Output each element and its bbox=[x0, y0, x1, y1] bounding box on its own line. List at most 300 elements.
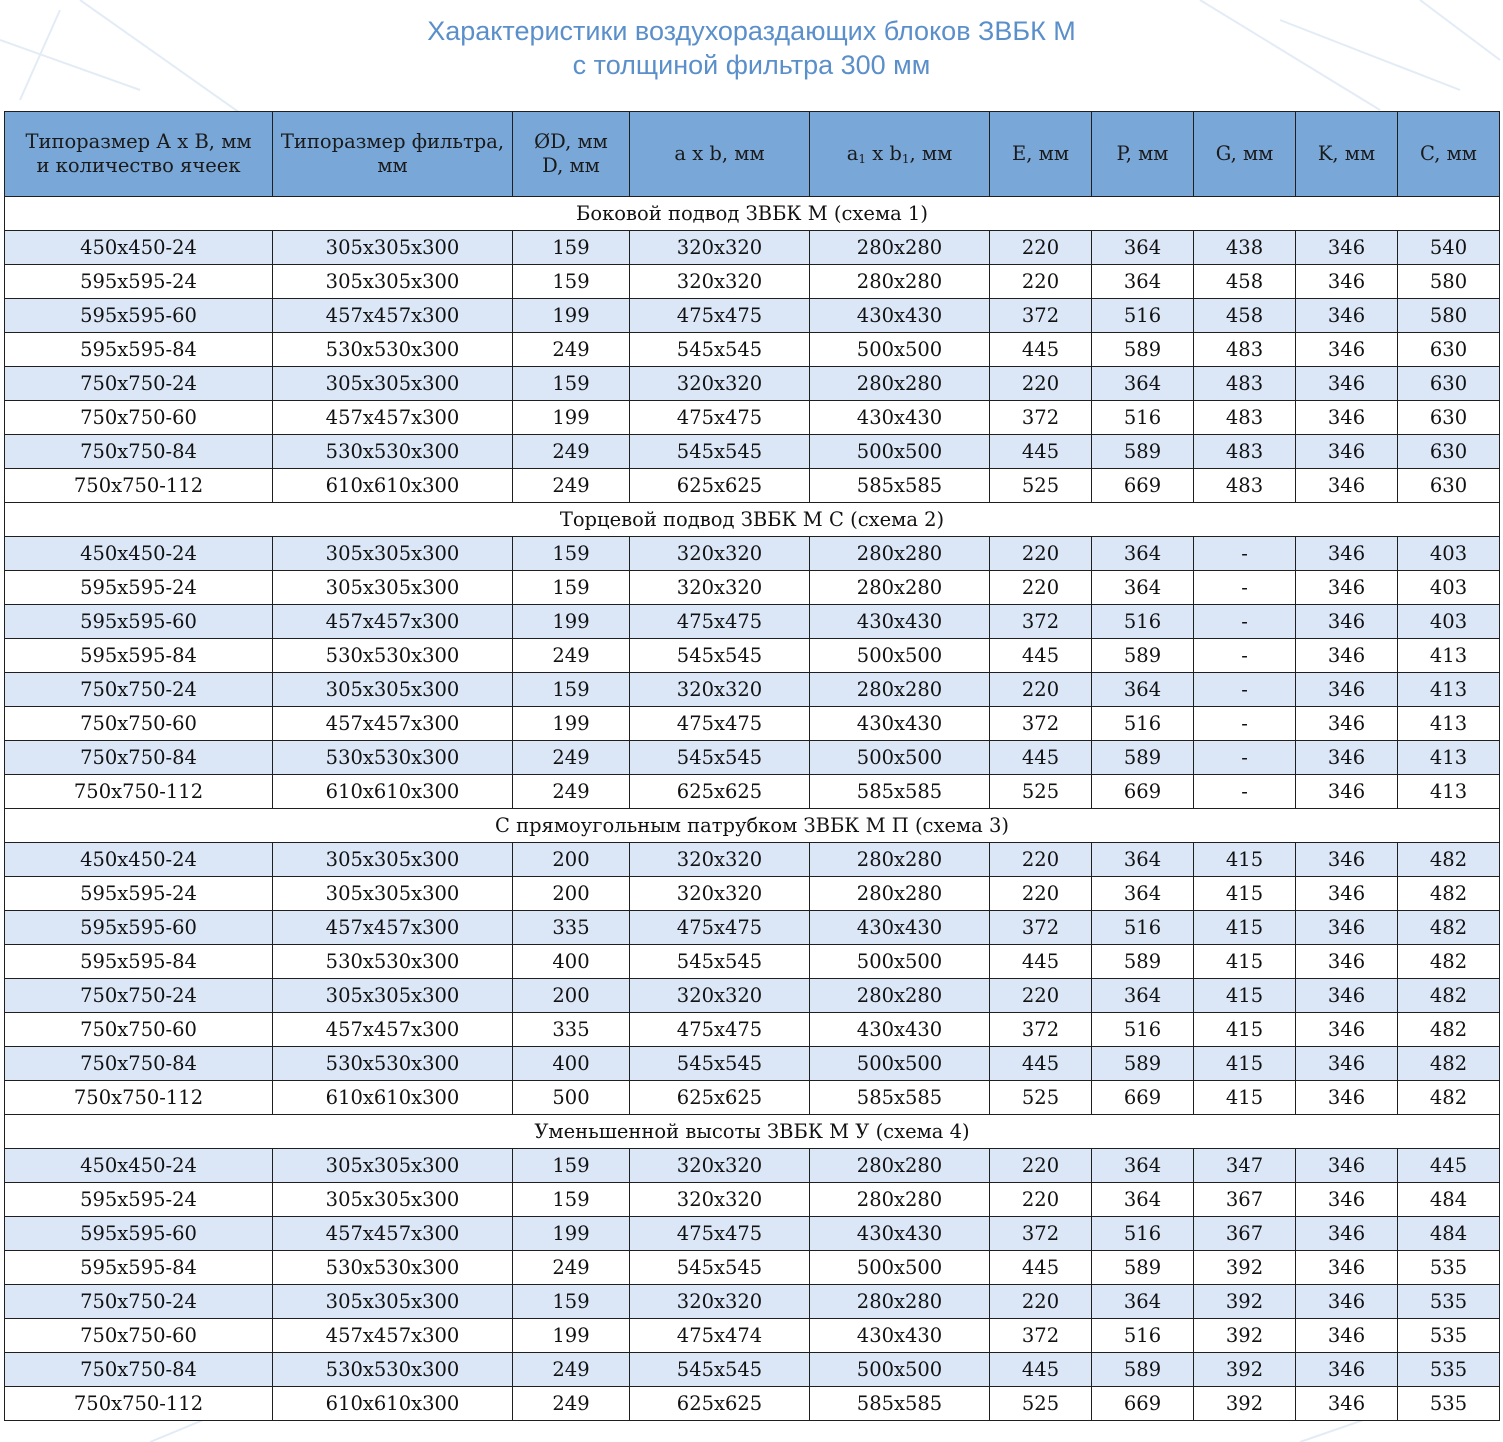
table-cell: 445 bbox=[990, 741, 1092, 775]
table-cell: 625x625 bbox=[630, 469, 810, 503]
table-cell: 367 bbox=[1194, 1183, 1296, 1217]
table-cell: 220 bbox=[990, 1183, 1092, 1217]
header-k: K, мм bbox=[1296, 112, 1398, 197]
table-cell: 475x475 bbox=[630, 911, 810, 945]
table-row bbox=[5, 979, 1500, 1013]
table-cell: 750x750-112 bbox=[5, 775, 273, 809]
table-cell: 346 bbox=[1296, 1183, 1398, 1217]
table-cell: 403 bbox=[1398, 571, 1500, 605]
table-cell: 364 bbox=[1092, 843, 1194, 877]
table-cell: - bbox=[1194, 571, 1296, 605]
table-cell: 445 bbox=[990, 435, 1092, 469]
table-cell: 346 bbox=[1296, 1149, 1398, 1183]
table-cell: 346 bbox=[1296, 673, 1398, 707]
table-cell: 305x305x300 bbox=[273, 571, 513, 605]
section-title: Уменьшенной высоты ЗВБК М У (схема 4) bbox=[5, 1115, 1500, 1149]
table-cell: 457x457x300 bbox=[273, 1319, 513, 1353]
table-cell: 220 bbox=[990, 1285, 1092, 1319]
table-row bbox=[5, 673, 1500, 707]
table-cell: 403 bbox=[1398, 537, 1500, 571]
table-cell: 346 bbox=[1296, 1217, 1398, 1251]
table-cell: 305x305x300 bbox=[273, 877, 513, 911]
table-cell: 249 bbox=[513, 469, 630, 503]
table-cell: - bbox=[1194, 673, 1296, 707]
table-cell: 585x585 bbox=[810, 469, 990, 503]
table-cell: 367 bbox=[1194, 1217, 1296, 1251]
table-row bbox=[5, 1183, 1500, 1217]
header-c: C, мм bbox=[1398, 112, 1500, 197]
table-cell: 580 bbox=[1398, 299, 1500, 333]
table-cell: 750x750-84 bbox=[5, 435, 273, 469]
table-cell: 475x475 bbox=[630, 1013, 810, 1047]
table-cell: 585x585 bbox=[810, 1081, 990, 1115]
table-row bbox=[5, 1217, 1500, 1251]
table-cell: 220 bbox=[990, 537, 1092, 571]
table-cell: 482 bbox=[1398, 911, 1500, 945]
table-cell: 320x320 bbox=[630, 877, 810, 911]
table-cell: 415 bbox=[1194, 843, 1296, 877]
table-cell: 535 bbox=[1398, 1319, 1500, 1353]
table-cell: 475x475 bbox=[630, 299, 810, 333]
table-cell: 346 bbox=[1296, 571, 1398, 605]
table-cell: 750x750-112 bbox=[5, 1387, 273, 1421]
table-cell: 199 bbox=[513, 707, 630, 741]
table-row bbox=[5, 1047, 1500, 1081]
table-cell: 372 bbox=[990, 707, 1092, 741]
table-cell: 346 bbox=[1296, 231, 1398, 265]
table-cell: 364 bbox=[1092, 1183, 1194, 1217]
table-cell: 346 bbox=[1296, 537, 1398, 571]
table-cell: 589 bbox=[1092, 1353, 1194, 1387]
table-cell: 280x280 bbox=[810, 1183, 990, 1217]
table-cell: 595x595-84 bbox=[5, 333, 273, 367]
table-cell: 220 bbox=[990, 231, 1092, 265]
table-cell: 372 bbox=[990, 401, 1092, 435]
table-row bbox=[5, 1319, 1500, 1353]
table-cell: 249 bbox=[513, 775, 630, 809]
table-cell: 346 bbox=[1296, 979, 1398, 1013]
table-cell: 630 bbox=[1398, 401, 1500, 435]
table-cell: 750x750-24 bbox=[5, 673, 273, 707]
table-cell: 516 bbox=[1092, 401, 1194, 435]
table-cell: 530x530x300 bbox=[273, 435, 513, 469]
table-cell: 346 bbox=[1296, 775, 1398, 809]
table-cell: 445 bbox=[990, 1047, 1092, 1081]
table-cell: 249 bbox=[513, 333, 630, 367]
table-cell: 750x750-60 bbox=[5, 401, 273, 435]
table-cell: 535 bbox=[1398, 1353, 1500, 1387]
table-cell: 483 bbox=[1194, 401, 1296, 435]
table-row bbox=[5, 707, 1500, 741]
table-cell: 305x305x300 bbox=[273, 265, 513, 299]
table-cell: 585x585 bbox=[810, 1387, 990, 1421]
table-cell: 589 bbox=[1092, 1251, 1194, 1285]
table-cell: 392 bbox=[1194, 1353, 1296, 1387]
table-cell: 199 bbox=[513, 299, 630, 333]
table-cell: 320x320 bbox=[630, 231, 810, 265]
table-cell: 305x305x300 bbox=[273, 1183, 513, 1217]
table-cell: 280x280 bbox=[810, 537, 990, 571]
table-cell: 372 bbox=[990, 605, 1092, 639]
table-cell: 347 bbox=[1194, 1149, 1296, 1183]
table-cell: 595x595-84 bbox=[5, 945, 273, 979]
table-cell: 430x430 bbox=[810, 1013, 990, 1047]
table-cell: - bbox=[1194, 639, 1296, 673]
table-cell: 320x320 bbox=[630, 673, 810, 707]
table-cell: 413 bbox=[1398, 639, 1500, 673]
table-cell: 372 bbox=[990, 1217, 1092, 1251]
header-e: E, мм bbox=[990, 112, 1092, 197]
table-cell: 346 bbox=[1296, 605, 1398, 639]
table-cell: 482 bbox=[1398, 1047, 1500, 1081]
table-cell: 457x457x300 bbox=[273, 605, 513, 639]
table-cell: 335 bbox=[513, 1013, 630, 1047]
table-cell: 415 bbox=[1194, 979, 1296, 1013]
table-cell: 525 bbox=[990, 1387, 1092, 1421]
table-cell: 200 bbox=[513, 843, 630, 877]
table-cell: 430x430 bbox=[810, 299, 990, 333]
table-cell: 457x457x300 bbox=[273, 707, 513, 741]
table-cell: 500 bbox=[513, 1081, 630, 1115]
table-cell: - bbox=[1194, 741, 1296, 775]
table-row bbox=[5, 1013, 1500, 1047]
title-line-1: Характеристики воздухораздающих блоков ЗВБК М bbox=[427, 16, 1076, 46]
table-cell: 630 bbox=[1398, 333, 1500, 367]
table-cell: 305x305x300 bbox=[273, 1285, 513, 1319]
table-cell: 458 bbox=[1194, 265, 1296, 299]
table-cell: 457x457x300 bbox=[273, 1013, 513, 1047]
table-cell: 669 bbox=[1092, 775, 1194, 809]
table-row bbox=[5, 231, 1500, 265]
page-title bbox=[0, 14, 1503, 82]
section-header-row bbox=[5, 503, 1500, 537]
table-cell: 545x545 bbox=[630, 945, 810, 979]
table-cell: 457x457x300 bbox=[273, 911, 513, 945]
table-cell: 403 bbox=[1398, 605, 1500, 639]
header-a1xb1: $a_1$ x $b_1$, мм bbox=[810, 112, 990, 197]
table-cell: - bbox=[1194, 775, 1296, 809]
table-cell: 516 bbox=[1092, 605, 1194, 639]
table-row bbox=[5, 1081, 1500, 1115]
table-cell: 320x320 bbox=[630, 367, 810, 401]
table-cell: 516 bbox=[1092, 1013, 1194, 1047]
header-size-ab: Типоразмер А х В, мм и количество ячеек bbox=[5, 112, 273, 197]
table-cell: 545x545 bbox=[630, 1353, 810, 1387]
table-cell: 450x450-24 bbox=[5, 231, 273, 265]
table-cell: 280x280 bbox=[810, 265, 990, 299]
table-cell: 415 bbox=[1194, 945, 1296, 979]
table-cell: 364 bbox=[1092, 265, 1194, 299]
table-cell: 159 bbox=[513, 1149, 630, 1183]
table-cell: 482 bbox=[1398, 877, 1500, 911]
table-cell: 249 bbox=[513, 1251, 630, 1285]
table-cell: 346 bbox=[1296, 435, 1398, 469]
table-cell: 159 bbox=[513, 231, 630, 265]
table-cell: 364 bbox=[1092, 979, 1194, 1013]
table-cell: 580 bbox=[1398, 265, 1500, 299]
table-cell: 545x545 bbox=[630, 741, 810, 775]
table-cell: 346 bbox=[1296, 741, 1398, 775]
table-cell: 484 bbox=[1398, 1217, 1500, 1251]
table-row bbox=[5, 1387, 1500, 1421]
table-cell: 475x475 bbox=[630, 605, 810, 639]
table-cell: 220 bbox=[990, 265, 1092, 299]
table-cell: 305x305x300 bbox=[273, 537, 513, 571]
table-cell: 199 bbox=[513, 1217, 630, 1251]
table-cell: 430x430 bbox=[810, 911, 990, 945]
table-cell: 595x595-24 bbox=[5, 265, 273, 299]
table-cell: 199 bbox=[513, 1319, 630, 1353]
header-filter-size: Типоразмер фильтра, мм bbox=[273, 112, 513, 197]
table-cell: 630 bbox=[1398, 367, 1500, 401]
table-cell: 483 bbox=[1194, 367, 1296, 401]
table-cell: 484 bbox=[1398, 1183, 1500, 1217]
table-cell: 415 bbox=[1194, 877, 1296, 911]
table-cell: 500x500 bbox=[810, 945, 990, 979]
table-cell: 750x750-60 bbox=[5, 1319, 273, 1353]
table-cell: 589 bbox=[1092, 435, 1194, 469]
table-cell: 445 bbox=[990, 945, 1092, 979]
table-cell: 220 bbox=[990, 673, 1092, 707]
table-body bbox=[5, 197, 1500, 1421]
section-header-row bbox=[5, 197, 1500, 231]
table-cell: - bbox=[1194, 605, 1296, 639]
table-cell: 589 bbox=[1092, 333, 1194, 367]
table-cell: 595x595-24 bbox=[5, 571, 273, 605]
table-cell: 415 bbox=[1194, 911, 1296, 945]
table-cell: 413 bbox=[1398, 707, 1500, 741]
table-cell: 346 bbox=[1296, 639, 1398, 673]
table-cell: 305x305x300 bbox=[273, 843, 513, 877]
table-cell: 595x595-84 bbox=[5, 639, 273, 673]
table-cell: 595x595-24 bbox=[5, 1183, 273, 1217]
table-cell: 159 bbox=[513, 673, 630, 707]
table-cell: 199 bbox=[513, 605, 630, 639]
table-cell: 280x280 bbox=[810, 877, 990, 911]
table-cell: 200 bbox=[513, 979, 630, 1013]
table-cell: 305x305x300 bbox=[273, 367, 513, 401]
table-header bbox=[5, 112, 1500, 197]
table-cell: 445 bbox=[990, 333, 1092, 367]
table-row bbox=[5, 605, 1500, 639]
table-cell: 199 bbox=[513, 401, 630, 435]
table-cell: 415 bbox=[1194, 1013, 1296, 1047]
table-cell: 595x595-60 bbox=[5, 299, 273, 333]
section-title: С прямоугольным патрубком ЗВБК М П (схема 3) bbox=[5, 809, 1500, 843]
table-cell: 500x500 bbox=[810, 333, 990, 367]
table-row bbox=[5, 299, 1500, 333]
table-cell: 220 bbox=[990, 979, 1092, 1013]
table-cell: 413 bbox=[1398, 775, 1500, 809]
table-row bbox=[5, 265, 1500, 299]
table-cell: 530x530x300 bbox=[273, 1353, 513, 1387]
table-cell: 364 bbox=[1092, 877, 1194, 911]
table-cell: 589 bbox=[1092, 639, 1194, 673]
table-cell: 445 bbox=[990, 1353, 1092, 1387]
table-cell: 430x430 bbox=[810, 1319, 990, 1353]
table-cell: 364 bbox=[1092, 1285, 1194, 1319]
table-cell: 450x450-24 bbox=[5, 1149, 273, 1183]
table-cell: 320x320 bbox=[630, 1149, 810, 1183]
table-cell: 159 bbox=[513, 1285, 630, 1319]
table-cell: 530x530x300 bbox=[273, 1047, 513, 1081]
table-row bbox=[5, 1285, 1500, 1319]
table-cell: 392 bbox=[1194, 1319, 1296, 1353]
table-cell: 346 bbox=[1296, 707, 1398, 741]
table-cell: 320x320 bbox=[630, 843, 810, 877]
table-cell: 545x545 bbox=[630, 1047, 810, 1081]
table-cell: 430x430 bbox=[810, 1217, 990, 1251]
table-cell: 530x530x300 bbox=[273, 639, 513, 673]
table-cell: 530x530x300 bbox=[273, 945, 513, 979]
header-p: P, мм bbox=[1092, 112, 1194, 197]
table-cell: 516 bbox=[1092, 707, 1194, 741]
table-cell: 595x595-60 bbox=[5, 911, 273, 945]
table-cell: 516 bbox=[1092, 1319, 1194, 1353]
table-cell: 475x475 bbox=[630, 707, 810, 741]
table-row bbox=[5, 537, 1500, 571]
table-cell: 346 bbox=[1296, 911, 1398, 945]
table-cell: 280x280 bbox=[810, 367, 990, 401]
table-cell: 249 bbox=[513, 639, 630, 673]
table-cell: 500x500 bbox=[810, 435, 990, 469]
section-title: Боковой подвод ЗВБК М (схема 1) bbox=[5, 197, 1500, 231]
table-cell: 475x475 bbox=[630, 1217, 810, 1251]
table-cell: 438 bbox=[1194, 231, 1296, 265]
table-cell: 320x320 bbox=[630, 1183, 810, 1217]
table-cell: 457x457x300 bbox=[273, 401, 513, 435]
table-cell: 545x545 bbox=[630, 639, 810, 673]
table-cell: 346 bbox=[1296, 401, 1398, 435]
table-cell: 280x280 bbox=[810, 1149, 990, 1183]
table-row bbox=[5, 333, 1500, 367]
table-cell: 400 bbox=[513, 1047, 630, 1081]
table-cell: 280x280 bbox=[810, 979, 990, 1013]
table-cell: 500x500 bbox=[810, 639, 990, 673]
table-cell: 346 bbox=[1296, 1353, 1398, 1387]
table-cell: 320x320 bbox=[630, 537, 810, 571]
table-cell: 535 bbox=[1398, 1251, 1500, 1285]
table-cell: 630 bbox=[1398, 469, 1500, 503]
table-cell: 540 bbox=[1398, 231, 1500, 265]
table-cell: 372 bbox=[990, 911, 1092, 945]
table-cell: 630 bbox=[1398, 435, 1500, 469]
table-cell: 346 bbox=[1296, 945, 1398, 979]
table-cell: 610x610x300 bbox=[273, 1081, 513, 1115]
table-cell: 346 bbox=[1296, 1285, 1398, 1319]
table-cell: 430x430 bbox=[810, 707, 990, 741]
table-cell: 346 bbox=[1296, 877, 1398, 911]
table-cell: 372 bbox=[990, 299, 1092, 333]
table-cell: 200 bbox=[513, 877, 630, 911]
table-cell: 535 bbox=[1398, 1387, 1500, 1421]
table-cell: 159 bbox=[513, 367, 630, 401]
table-cell: 346 bbox=[1296, 1047, 1398, 1081]
table-cell: 249 bbox=[513, 1353, 630, 1387]
table-cell: 445 bbox=[990, 1251, 1092, 1285]
table-cell: 413 bbox=[1398, 741, 1500, 775]
table-cell: 750x750-84 bbox=[5, 1047, 273, 1081]
table-row bbox=[5, 639, 1500, 673]
table-cell: 500x500 bbox=[810, 1251, 990, 1285]
table-cell: 413 bbox=[1398, 673, 1500, 707]
table-cell: 545x545 bbox=[630, 435, 810, 469]
table-cell: 610x610x300 bbox=[273, 775, 513, 809]
table-row bbox=[5, 435, 1500, 469]
section-header-row bbox=[5, 1115, 1500, 1149]
table-cell: 280x280 bbox=[810, 1285, 990, 1319]
table-cell: 305x305x300 bbox=[273, 1149, 513, 1183]
table-cell: 346 bbox=[1296, 333, 1398, 367]
specs-table-container bbox=[4, 111, 1499, 1421]
table-cell: 458 bbox=[1194, 299, 1296, 333]
table-cell: 750x750-60 bbox=[5, 1013, 273, 1047]
table-cell: 249 bbox=[513, 1387, 630, 1421]
table-cell: 450x450-24 bbox=[5, 843, 273, 877]
table-cell: 320x320 bbox=[630, 571, 810, 605]
table-cell: 305x305x300 bbox=[273, 979, 513, 1013]
table-cell: 400 bbox=[513, 945, 630, 979]
table-cell: 220 bbox=[990, 571, 1092, 605]
table-cell: 750x750-24 bbox=[5, 1285, 273, 1319]
table-cell: 589 bbox=[1092, 1047, 1194, 1081]
table-cell: 750x750-112 bbox=[5, 469, 273, 503]
table-cell: 595x595-24 bbox=[5, 877, 273, 911]
table-cell: 475x475 bbox=[630, 401, 810, 435]
table-row bbox=[5, 843, 1500, 877]
table-cell: 669 bbox=[1092, 1387, 1194, 1421]
table-cell: 159 bbox=[513, 1183, 630, 1217]
table-cell: 346 bbox=[1296, 469, 1398, 503]
table-cell: 346 bbox=[1296, 367, 1398, 401]
table-cell: 392 bbox=[1194, 1251, 1296, 1285]
table-cell: 750x750-84 bbox=[5, 1353, 273, 1387]
table-cell: 457x457x300 bbox=[273, 1217, 513, 1251]
table-cell: 669 bbox=[1092, 469, 1194, 503]
table-cell: 220 bbox=[990, 843, 1092, 877]
table-cell: 530x530x300 bbox=[273, 741, 513, 775]
table-cell: 500x500 bbox=[810, 741, 990, 775]
table-cell: - bbox=[1194, 707, 1296, 741]
table-cell: 392 bbox=[1194, 1387, 1296, 1421]
table-row bbox=[5, 1251, 1500, 1285]
table-row bbox=[5, 877, 1500, 911]
table-cell: 392 bbox=[1194, 1285, 1296, 1319]
table-cell: 346 bbox=[1296, 1081, 1398, 1115]
table-cell: 159 bbox=[513, 537, 630, 571]
table-cell: 159 bbox=[513, 571, 630, 605]
table-cell: 530x530x300 bbox=[273, 1251, 513, 1285]
table-cell: 364 bbox=[1092, 537, 1194, 571]
table-row bbox=[5, 1149, 1500, 1183]
table-cell: 625x625 bbox=[630, 1081, 810, 1115]
table-cell: 280x280 bbox=[810, 571, 990, 605]
table-cell: 750x750-24 bbox=[5, 979, 273, 1013]
table-cell: 482 bbox=[1398, 979, 1500, 1013]
table-cell: 530x530x300 bbox=[273, 333, 513, 367]
table-cell: 545x545 bbox=[630, 1251, 810, 1285]
table-cell: 346 bbox=[1296, 1387, 1398, 1421]
table-cell: 535 bbox=[1398, 1285, 1500, 1319]
table-row bbox=[5, 1353, 1500, 1387]
table-cell: 372 bbox=[990, 1319, 1092, 1353]
table-cell: 220 bbox=[990, 1149, 1092, 1183]
table-cell: 750x750-24 bbox=[5, 367, 273, 401]
table-cell: 346 bbox=[1296, 1013, 1398, 1047]
table-cell: 430x430 bbox=[810, 605, 990, 639]
table-cell: 457x457x300 bbox=[273, 299, 513, 333]
table-cell: 589 bbox=[1092, 741, 1194, 775]
